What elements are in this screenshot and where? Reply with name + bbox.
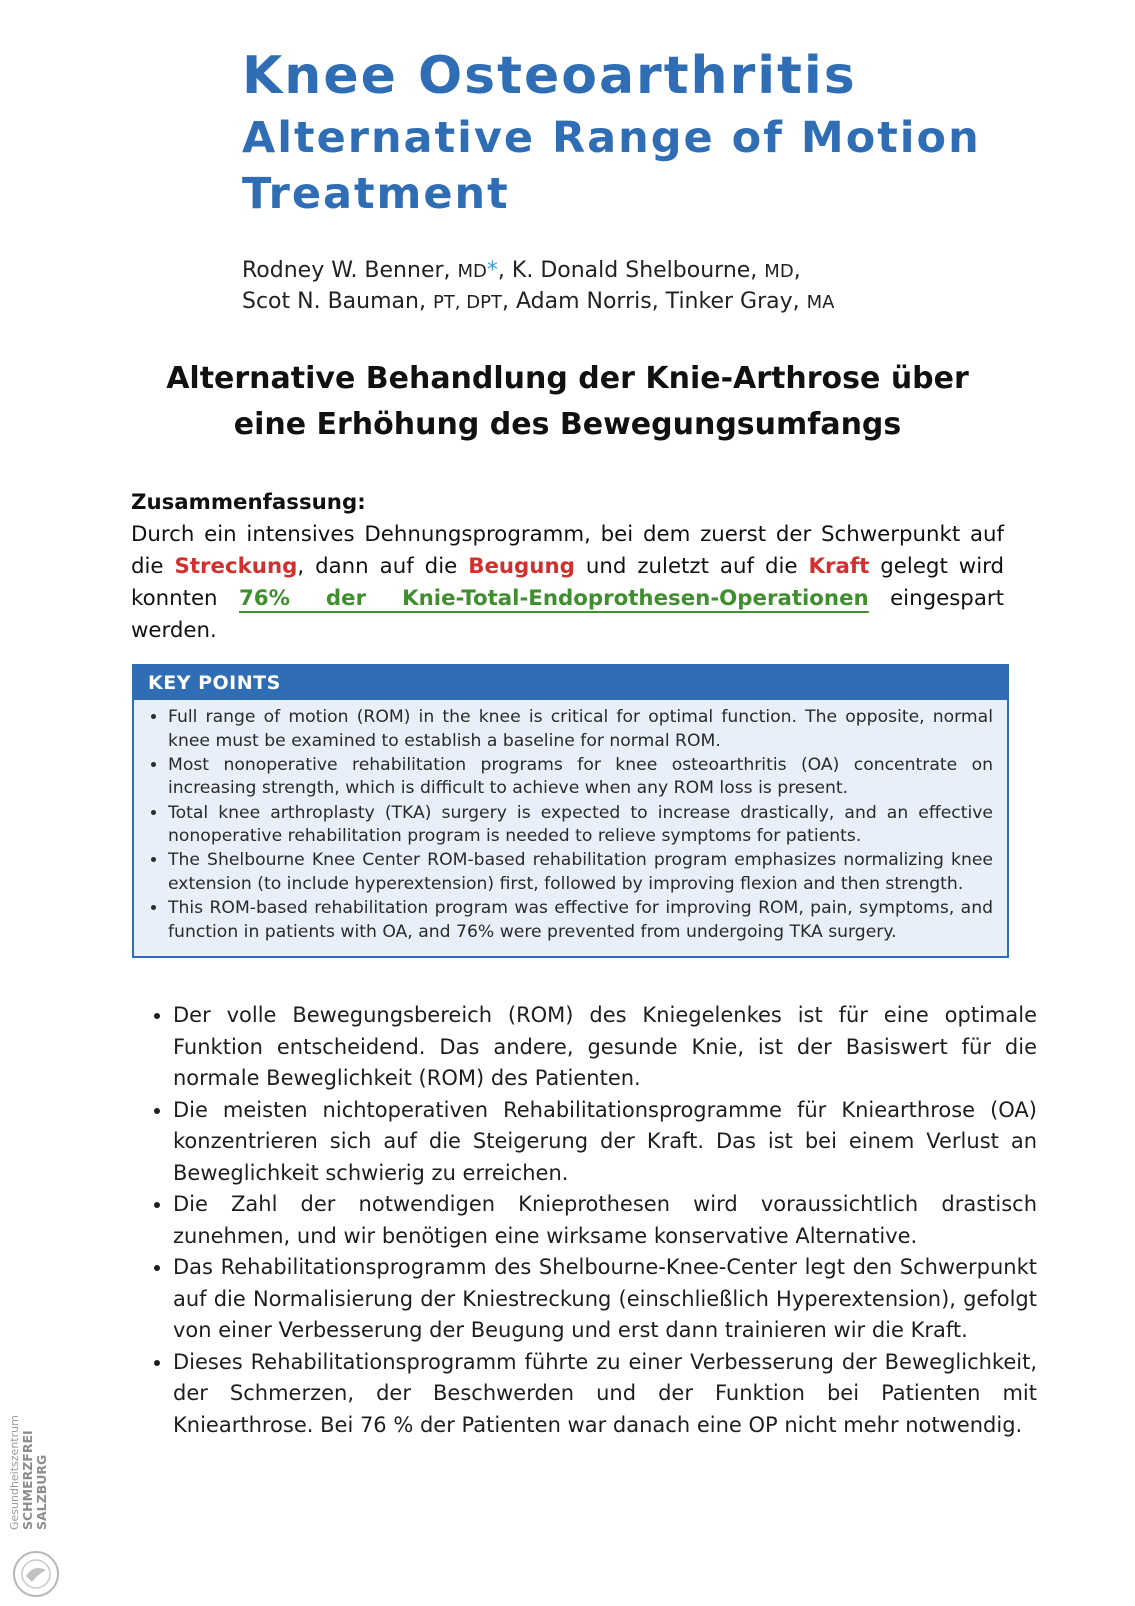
key-points-list bbox=[134, 706, 1007, 944]
watermark-text bbox=[8, 1415, 49, 1530]
watermark-line-3: SALZBURG bbox=[34, 1454, 49, 1530]
author-name: Rodney W. Benner, bbox=[242, 258, 451, 283]
author-list bbox=[242, 256, 834, 318]
german-points-list bbox=[140, 1000, 1037, 1441]
highlight-beugung: Beugung bbox=[468, 554, 575, 579]
german-point-item: • Die Zahl der notwendigen Knieprothesen wird voraussichtlich drastisch zunehmen, und wir benötigen eine wirksame konservative Alternative. bbox=[173, 1189, 1037, 1252]
summary-text: Durch ein intensives Dehnungsprogramm, bei dem zuerst der Schwerpunkt auf die Streckung, dann auf die Beugung und zuletzt auf die Kraft gelegt wird konnten 76% der Knie-Total-Endoprothesen-Operationen eingespart werden. bbox=[131, 522, 1005, 643]
summary-label: Zusammenfassung: bbox=[131, 490, 366, 515]
german-title-line-2: eine Erhöhung des Bewegungsumfangs bbox=[233, 407, 902, 442]
author-name: Scot N. Bauman, bbox=[242, 289, 426, 314]
key-points-box bbox=[132, 664, 1009, 958]
key-points-heading: KEY POINTS bbox=[134, 666, 1007, 700]
author-line-1: Rodney W. Benner, MD*, K. Donald Shelbourne, MD, bbox=[242, 258, 801, 283]
key-point-item: • Total knee arthroplasty (TKA) surgery is expected to increase drastically, and an effective nonoperative rehabilitation program is needed to relieve symptoms for patients. bbox=[168, 802, 993, 849]
key-point-item: • Full range of motion (ROM) in the knee is critical for optimal function. The opposite, normal knee must be examined to establish a baseline for normal ROM. bbox=[168, 706, 993, 753]
key-point-item: • The Shelbourne Knee Center ROM-based rehabilitation program emphasizes normalizing knee extension (to include hyperextension) first, followed by improving flexion and then strength. bbox=[168, 849, 993, 896]
author-degree: PT, DPT bbox=[432, 292, 502, 313]
author-degree: MA bbox=[806, 292, 835, 313]
author-line-2: Scot N. Bauman, PT, DPT, Adam Norris, Tinker Gray, MA bbox=[242, 289, 835, 314]
german-title-line-1: Alternative Behandlung der Knie-Arthrose über bbox=[166, 361, 969, 396]
german-title bbox=[80, 356, 1055, 448]
german-point-item: • Das Rehabilitationsprogramm des Shelbourne-Knee-Center legt den Schwerpunkt auf die Normalisierung der Kniestreckung (einschließlich Hyperextension), gefolgt von einer Verbesserung der Beugung und erst dann trainieren wir die Kraft. bbox=[173, 1252, 1037, 1347]
german-point-item: • Dieses Rehabilitationsprogramm führte zu einer Verbesserung der Beweglichkeit, der Schmerzen, der Beschwerden und der Funktion bei Patienten mit Kniearthrose. Bei 76 % der Patienten war danach eine OP nicht mehr notwendig. bbox=[173, 1347, 1037, 1442]
author-name: K. Donald Shelbourne, bbox=[511, 258, 758, 283]
author-degree: MD bbox=[457, 261, 487, 282]
highlight-kraft: Kraft bbox=[808, 554, 870, 579]
german-point-item: • Die meisten nichtoperativen Rehabilitationsprogramme für Kniearthrose (OA) konzentrieren sich auf die Steigerung der Kraft. Das ist bei einem Verlust an Beweglichkeit schwierig zu erreichen. bbox=[173, 1095, 1037, 1190]
watermark-line-2: SCHMERZFREI bbox=[20, 1430, 35, 1530]
key-point-item: • This ROM-based rehabilitation program was effective for improving ROM, pain, symptoms, and function in patients with OA, and 76% were prevented from undergoing TKA surgery. bbox=[168, 897, 993, 944]
author-degree: MD bbox=[764, 261, 794, 282]
german-point-item: • Der volle Bewegungsbereich (ROM) des Kniegelenkes ist für eine optimale Funktion entscheidend. Das andere, gesunde Knie, ist der Basiswert für die normale Beweglichkeit (ROM) des Patienten. bbox=[173, 1000, 1037, 1095]
corresponding-author-mark: * bbox=[486, 258, 498, 283]
highlight-streckung: Streckung bbox=[174, 554, 298, 579]
paper-subtitle: Alternative Range of Motion Treatment bbox=[242, 113, 981, 219]
author-name: Adam Norris, Tinker Gray, bbox=[515, 289, 800, 314]
watermark-line-1: Gesundheitszentrum bbox=[8, 1415, 21, 1530]
logo-icon bbox=[10, 1548, 62, 1600]
key-point-item: • Most nonoperative rehabilitation programs for knee osteoarthritis (OA) concentrate on increasing strength, which is difficult to achieve when any ROM loss is present. bbox=[168, 754, 993, 801]
summary-section bbox=[131, 487, 1004, 647]
highlight-result: 76% der Knie-Total-Endoprothesen-Operationen bbox=[238, 586, 869, 611]
paper-title: Knee Osteoarthritis bbox=[242, 46, 857, 106]
